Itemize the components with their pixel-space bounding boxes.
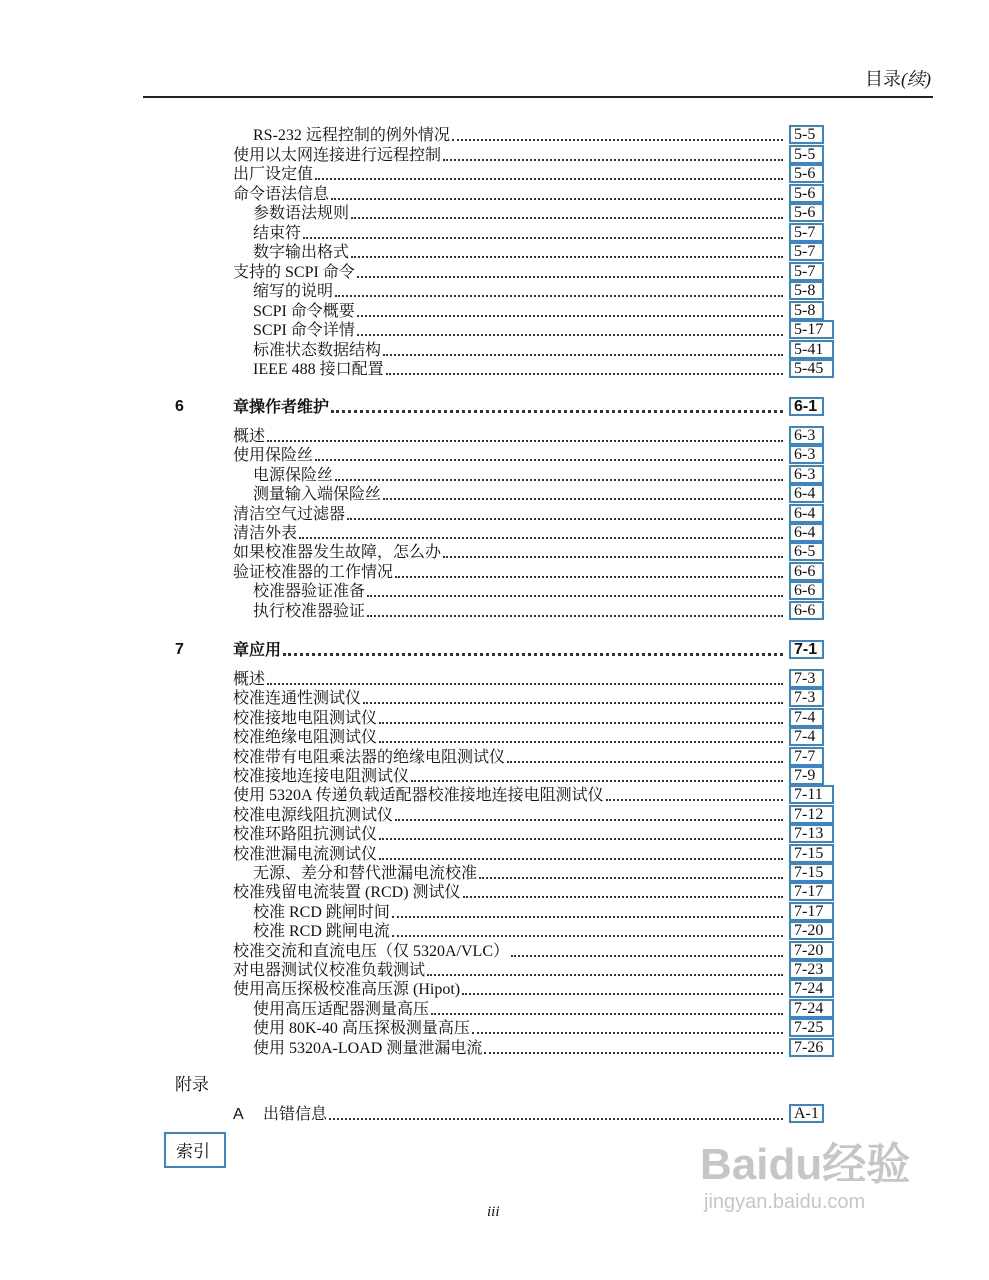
toc-page-link[interactable]: 7-9 bbox=[789, 766, 824, 785]
header-rule bbox=[143, 96, 933, 98]
header-title: 目录 bbox=[865, 69, 901, 89]
toc-entry[interactable] bbox=[233, 581, 836, 600]
toc-entry-title: 校准接地连接电阻测试仪 bbox=[233, 768, 410, 785]
toc-page-link[interactable]: 5-5 bbox=[789, 145, 824, 164]
toc-page-link[interactable]: 6-6 bbox=[789, 581, 824, 600]
leader-dots bbox=[331, 198, 783, 200]
page-link-wrap bbox=[789, 999, 836, 1018]
leader-dots bbox=[379, 722, 783, 724]
toc-entry[interactable] bbox=[233, 484, 836, 503]
toc-entry[interactable] bbox=[233, 281, 836, 300]
chapter-7-title: 章应用 bbox=[233, 642, 282, 659]
toc-page-link[interactable]: 6-4 bbox=[789, 523, 824, 542]
page-link-wrap bbox=[789, 601, 836, 620]
toc-entry-title: 校准绝缘电阻测试仪 bbox=[233, 729, 378, 746]
page-link-wrap bbox=[789, 504, 836, 523]
toc-entry[interactable] bbox=[233, 223, 836, 242]
toc-page-link[interactable]: 7-26 bbox=[789, 1038, 834, 1057]
leader-dots bbox=[511, 955, 783, 957]
leader-dots bbox=[357, 334, 783, 336]
toc-entry-title: 校准环路阻抗测试仪 bbox=[233, 826, 378, 843]
toc-entry-title: RS-232 远程控制的例外情况 bbox=[253, 127, 450, 144]
toc-entry-title: 使用 5320A-LOAD 测量泄漏电流 bbox=[253, 1040, 483, 1057]
leader-dots bbox=[357, 276, 783, 278]
toc-entry[interactable] bbox=[233, 688, 836, 707]
chapter-7-page-link[interactable]: 7-1 bbox=[789, 640, 824, 659]
toc-entry[interactable] bbox=[233, 145, 836, 164]
toc-entry[interactable] bbox=[233, 262, 836, 281]
leader-dots bbox=[606, 799, 783, 801]
page-link-wrap bbox=[789, 125, 836, 144]
toc-page-link[interactable]: 5-6 bbox=[789, 184, 824, 203]
leader-dots bbox=[443, 159, 783, 161]
leader-dots bbox=[383, 498, 783, 500]
toc-entry-title: 清洁外表 bbox=[233, 525, 298, 542]
toc-entry[interactable] bbox=[233, 863, 836, 882]
header-suffix: (续) bbox=[901, 69, 931, 89]
appendix-a-page-link[interactable]: A-1 bbox=[789, 1104, 824, 1123]
toc-entry-title: 使用以太网连接进行远程控制 bbox=[233, 147, 442, 164]
toc-entry[interactable] bbox=[233, 1038, 836, 1057]
leader-dots bbox=[463, 896, 783, 898]
leader-dots bbox=[351, 256, 783, 258]
toc-page-link[interactable]: 7-7 bbox=[789, 747, 824, 766]
page-link-wrap bbox=[789, 340, 836, 359]
page-link-wrap bbox=[789, 824, 836, 843]
watermark-url: jingyan.baidu.com bbox=[704, 1191, 866, 1213]
toc-entry-title: 概述 bbox=[233, 671, 266, 688]
toc-entry-title: 标准状态数据结构 bbox=[253, 342, 382, 359]
toc-entry[interactable] bbox=[233, 805, 836, 824]
page-link-wrap bbox=[789, 359, 836, 378]
toc-entry[interactable] bbox=[233, 824, 836, 843]
toc-entry[interactable] bbox=[233, 125, 836, 144]
leader-dots bbox=[335, 479, 783, 481]
leader-dots bbox=[452, 139, 783, 141]
page-link-wrap bbox=[789, 262, 836, 281]
toc-entry[interactable] bbox=[233, 785, 836, 804]
chapter-6-page-link[interactable]: 6-1 bbox=[789, 397, 824, 416]
toc-entry-title: 结束符 bbox=[253, 225, 302, 242]
toc-entry-title: 数字输出格式 bbox=[253, 244, 350, 261]
leader-dots bbox=[363, 702, 783, 704]
page-link-wrap bbox=[789, 301, 836, 320]
toc-page-link[interactable]: 7-20 bbox=[789, 941, 834, 960]
leader-dots bbox=[329, 1118, 783, 1120]
toc-page-link[interactable]: 5-8 bbox=[789, 301, 824, 320]
toc-entry[interactable] bbox=[233, 562, 836, 581]
leader-dots bbox=[392, 935, 783, 937]
toc-entry[interactable] bbox=[233, 359, 836, 378]
toc-entry-title: 校准连通性测试仪 bbox=[233, 690, 362, 707]
page-link-wrap bbox=[789, 688, 836, 707]
leader-dots bbox=[427, 974, 783, 976]
page-link-wrap bbox=[789, 1018, 836, 1037]
chapter-6-entry[interactable] bbox=[233, 397, 836, 416]
toc-entry-title: 使用 5320A 传递负载适配器校准接地连接电阻测试仪 bbox=[233, 787, 604, 804]
leader-dots bbox=[283, 653, 783, 656]
toc-entry[interactable] bbox=[233, 999, 836, 1018]
toc-entry-title: 清洁空气过滤器 bbox=[233, 506, 346, 523]
toc-entry[interactable] bbox=[233, 766, 836, 785]
leader-dots bbox=[331, 410, 783, 413]
index-link[interactable]: 索引 bbox=[164, 1132, 226, 1168]
toc-page-link[interactable]: 7-15 bbox=[789, 863, 834, 882]
toc-page-link[interactable]: 7-13 bbox=[789, 824, 834, 843]
watermark-logo: Baidu经验 bbox=[700, 1140, 911, 1189]
chapter-6-number: 6 bbox=[175, 398, 184, 415]
page-link-wrap bbox=[789, 805, 836, 824]
toc-page-link[interactable]: 5-5 bbox=[789, 125, 824, 144]
toc-entry[interactable] bbox=[233, 1018, 836, 1037]
page-link-wrap bbox=[789, 747, 836, 766]
toc-entry[interactable] bbox=[233, 164, 836, 183]
toc-entry[interactable] bbox=[233, 979, 836, 998]
toc-entry[interactable] bbox=[233, 445, 836, 464]
toc-entry-title: 测量输入端保险丝 bbox=[253, 486, 382, 503]
toc-page-link[interactable]: 5-41 bbox=[789, 340, 834, 359]
toc-entry-title: 使用 80K-40 高压探极测量高压 bbox=[253, 1020, 470, 1037]
toc-entry-title: 校准器验证准备 bbox=[253, 583, 366, 600]
page-link-wrap bbox=[789, 669, 836, 688]
toc-entry-title: 对电器测试仪校准负载测试 bbox=[233, 962, 426, 979]
toc-entry-title: 校准交流和直流电压（仅 5320A/VLC） bbox=[233, 943, 510, 960]
toc-entry-title: 使用保险丝 bbox=[233, 447, 314, 464]
toc-entry[interactable] bbox=[233, 301, 836, 320]
toc-entry-title: SCPI 命令详情 bbox=[253, 322, 355, 339]
toc-page-link[interactable]: 5-7 bbox=[789, 242, 824, 261]
toc-entry-title: 电源保险丝 bbox=[253, 467, 334, 484]
toc-entry-title: 缩写的说明 bbox=[253, 283, 334, 300]
leader-dots bbox=[379, 838, 783, 840]
toc-page-link[interactable]: 5-7 bbox=[789, 262, 824, 281]
toc-entry[interactable] bbox=[233, 902, 836, 921]
page-link-wrap bbox=[789, 766, 836, 785]
toc-page-link[interactable]: 7-25 bbox=[789, 1018, 834, 1037]
leader-dots bbox=[357, 315, 783, 317]
toc-entry[interactable] bbox=[233, 669, 836, 688]
appendix-a-entry[interactable] bbox=[233, 1104, 836, 1123]
toc-entry-title: 参数语法规则 bbox=[253, 205, 350, 222]
page-link-wrap bbox=[789, 1038, 836, 1057]
toc-entry[interactable] bbox=[233, 727, 836, 746]
leader-dots bbox=[479, 877, 783, 879]
leader-dots bbox=[507, 761, 783, 763]
page-link-wrap bbox=[789, 223, 836, 242]
page-link-wrap bbox=[789, 184, 836, 203]
page-link-wrap bbox=[789, 1104, 836, 1123]
leader-dots bbox=[347, 518, 783, 520]
toc-entry-title: 校准泄漏电流测试仪 bbox=[233, 846, 378, 863]
toc-page-link[interactable]: 7-17 bbox=[789, 882, 834, 901]
toc-entry[interactable] bbox=[233, 844, 836, 863]
toc-entry[interactable] bbox=[233, 242, 836, 261]
toc-page-link[interactable]: 5-8 bbox=[789, 281, 824, 300]
leader-dots bbox=[431, 1013, 783, 1015]
leader-dots bbox=[335, 295, 783, 297]
toc-entry[interactable] bbox=[233, 601, 836, 620]
leader-dots bbox=[395, 576, 783, 578]
leader-dots bbox=[315, 459, 783, 461]
leader-dots bbox=[411, 780, 783, 782]
page-link-wrap bbox=[789, 727, 836, 746]
leader-dots bbox=[383, 354, 783, 356]
toc-page-link[interactable]: 5-17 bbox=[789, 320, 834, 339]
toc-page-link[interactable]: 7-12 bbox=[789, 805, 834, 824]
page-link-wrap bbox=[789, 465, 836, 484]
toc-entry[interactable] bbox=[233, 941, 836, 960]
leader-dots bbox=[379, 741, 783, 743]
page-number: iii bbox=[487, 1204, 500, 1220]
toc-entry-title: 无源、差分和替代泄漏电流校准 bbox=[253, 865, 478, 882]
page-link-wrap bbox=[789, 164, 836, 183]
leader-dots bbox=[267, 683, 783, 685]
toc-page-link[interactable]: 7-11 bbox=[789, 785, 834, 804]
toc-entry[interactable] bbox=[233, 320, 836, 339]
leader-dots bbox=[315, 178, 783, 180]
toc-page-link[interactable]: 7-24 bbox=[789, 979, 834, 998]
toc-entry-title: 验证校准器的工作情况 bbox=[233, 564, 394, 581]
running-header bbox=[865, 68, 931, 90]
appendix-letter: A bbox=[233, 1106, 244, 1123]
page-link-wrap bbox=[789, 542, 836, 561]
leader-dots bbox=[299, 537, 783, 539]
toc-page-link[interactable]: 5-6 bbox=[789, 164, 824, 183]
page-link-wrap bbox=[789, 484, 836, 503]
toc-entry[interactable] bbox=[233, 465, 836, 484]
leader-dots bbox=[379, 858, 783, 860]
leader-dots bbox=[267, 440, 783, 442]
toc-page-link[interactable]: 6-3 bbox=[789, 445, 824, 464]
toc-entry[interactable] bbox=[233, 426, 836, 445]
toc-entry-title: 命令语法信息 bbox=[233, 186, 330, 203]
page-link-wrap bbox=[789, 523, 836, 542]
toc-entry-title: 校准 RCD 跳闸时间 bbox=[253, 904, 390, 921]
appendix-title: 出错信息 bbox=[263, 1106, 328, 1123]
toc-entry-title: 校准残留电流装置 (RCD) 测试仪 bbox=[233, 884, 461, 901]
page-link-wrap bbox=[789, 445, 836, 464]
toc-page-link[interactable]: 6-6 bbox=[789, 562, 824, 581]
toc-page-link[interactable]: 6-6 bbox=[789, 601, 824, 620]
toc-entry[interactable] bbox=[233, 708, 836, 727]
toc-page-link[interactable]: 6-3 bbox=[789, 426, 824, 445]
page-link-wrap bbox=[789, 882, 836, 901]
toc-entry-title: 执行校准器验证 bbox=[253, 603, 366, 620]
page-link-wrap bbox=[789, 281, 836, 300]
page-link-wrap bbox=[789, 320, 836, 339]
toc-entry[interactable] bbox=[233, 921, 836, 940]
leader-dots bbox=[443, 556, 783, 558]
leader-dots bbox=[367, 615, 783, 617]
chapter-7-number: 7 bbox=[175, 641, 184, 658]
page-link-wrap bbox=[789, 581, 836, 600]
leader-dots bbox=[367, 595, 783, 597]
page-link-wrap bbox=[789, 785, 836, 804]
toc-entry-title: 使用高压探极校准高压源 (Hipot) bbox=[233, 981, 461, 998]
leader-dots bbox=[386, 373, 783, 375]
page-link-wrap bbox=[789, 960, 836, 979]
leader-dots bbox=[351, 217, 783, 219]
toc-page-link[interactable]: 7-24 bbox=[789, 999, 834, 1018]
toc-entry-title: 出厂设定值 bbox=[233, 166, 314, 183]
leader-dots bbox=[484, 1052, 783, 1054]
toc-page-link[interactable]: 7-15 bbox=[789, 844, 834, 863]
toc-page-link[interactable]: 7-3 bbox=[789, 669, 824, 688]
leader-dots bbox=[392, 916, 783, 918]
toc-page-link[interactable]: 6-4 bbox=[789, 484, 824, 503]
toc-page-link[interactable]: 7-17 bbox=[789, 902, 834, 921]
toc-page-link[interactable]: 5-7 bbox=[789, 223, 824, 242]
toc-page-link[interactable]: 7-4 bbox=[789, 727, 824, 746]
leader-dots bbox=[395, 819, 783, 821]
page-link-wrap bbox=[789, 145, 836, 164]
page-link-wrap bbox=[789, 921, 836, 940]
toc-entry-title: 校准带有电阻乘法器的绝缘电阻测试仪 bbox=[233, 749, 506, 766]
toc-entry-title: 支持的 SCPI 命令 bbox=[233, 264, 355, 281]
leader-dots bbox=[472, 1032, 783, 1034]
toc-entry[interactable] bbox=[233, 203, 836, 222]
chapter-7-entry[interactable] bbox=[233, 640, 836, 659]
toc-entry[interactable] bbox=[233, 882, 836, 901]
toc-page-link[interactable]: 6-3 bbox=[789, 465, 824, 484]
toc-page-link[interactable]: 7-4 bbox=[789, 708, 824, 727]
toc-entry[interactable] bbox=[233, 504, 836, 523]
page-link-wrap bbox=[789, 242, 836, 261]
toc-entry[interactable] bbox=[233, 542, 836, 561]
toc-entry[interactable] bbox=[233, 747, 836, 766]
toc-page-link[interactable]: 6-4 bbox=[789, 504, 824, 523]
toc-page-link[interactable]: 5-45 bbox=[789, 359, 834, 378]
page-link-wrap bbox=[789, 941, 836, 960]
page-link-wrap bbox=[789, 708, 836, 727]
leader-dots bbox=[462, 993, 783, 995]
toc-entry-title: 校准接地电阻测试仪 bbox=[233, 710, 378, 727]
toc-entry-title: 概述 bbox=[233, 428, 266, 445]
appendix-heading: 附录 bbox=[175, 1075, 209, 1094]
page-link-wrap bbox=[789, 562, 836, 581]
toc-page-link[interactable]: 6-5 bbox=[789, 542, 824, 561]
toc-entry-title: 校准电源线阻抗测试仪 bbox=[233, 807, 394, 824]
toc-entry[interactable] bbox=[233, 523, 836, 542]
page-link-wrap bbox=[789, 863, 836, 882]
toc-entry-title: 如果校准器发生故障，怎么办 bbox=[233, 544, 442, 561]
page-link-wrap bbox=[789, 203, 836, 222]
toc-entry[interactable] bbox=[233, 340, 836, 359]
toc-entry[interactable] bbox=[233, 960, 836, 979]
page-link-wrap bbox=[789, 902, 836, 921]
toc-entry[interactable] bbox=[233, 184, 836, 203]
page-link-wrap bbox=[789, 979, 836, 998]
toc-page-link[interactable]: 7-23 bbox=[789, 960, 834, 979]
toc-page-link[interactable]: 7-3 bbox=[789, 688, 824, 707]
leader-dots bbox=[303, 237, 783, 239]
toc-page-link[interactable]: 7-20 bbox=[789, 921, 834, 940]
toc-entry-title: 校准 RCD 跳闸电流 bbox=[253, 923, 390, 940]
watermark bbox=[700, 1140, 910, 1214]
toc-entry-title: IEEE 488 接口配置 bbox=[253, 361, 384, 378]
toc-entry-title: 使用高压适配器测量高压 bbox=[253, 1001, 430, 1018]
page-link-wrap bbox=[789, 844, 836, 863]
page-link-wrap bbox=[789, 397, 836, 416]
toc-entry-title: SCPI 命令概要 bbox=[253, 303, 355, 320]
toc-page-link[interactable]: 5-6 bbox=[789, 203, 824, 222]
chapter-6-title: 章操作者维护 bbox=[233, 399, 330, 416]
page-link-wrap bbox=[789, 640, 836, 659]
page-link-wrap bbox=[789, 426, 836, 445]
